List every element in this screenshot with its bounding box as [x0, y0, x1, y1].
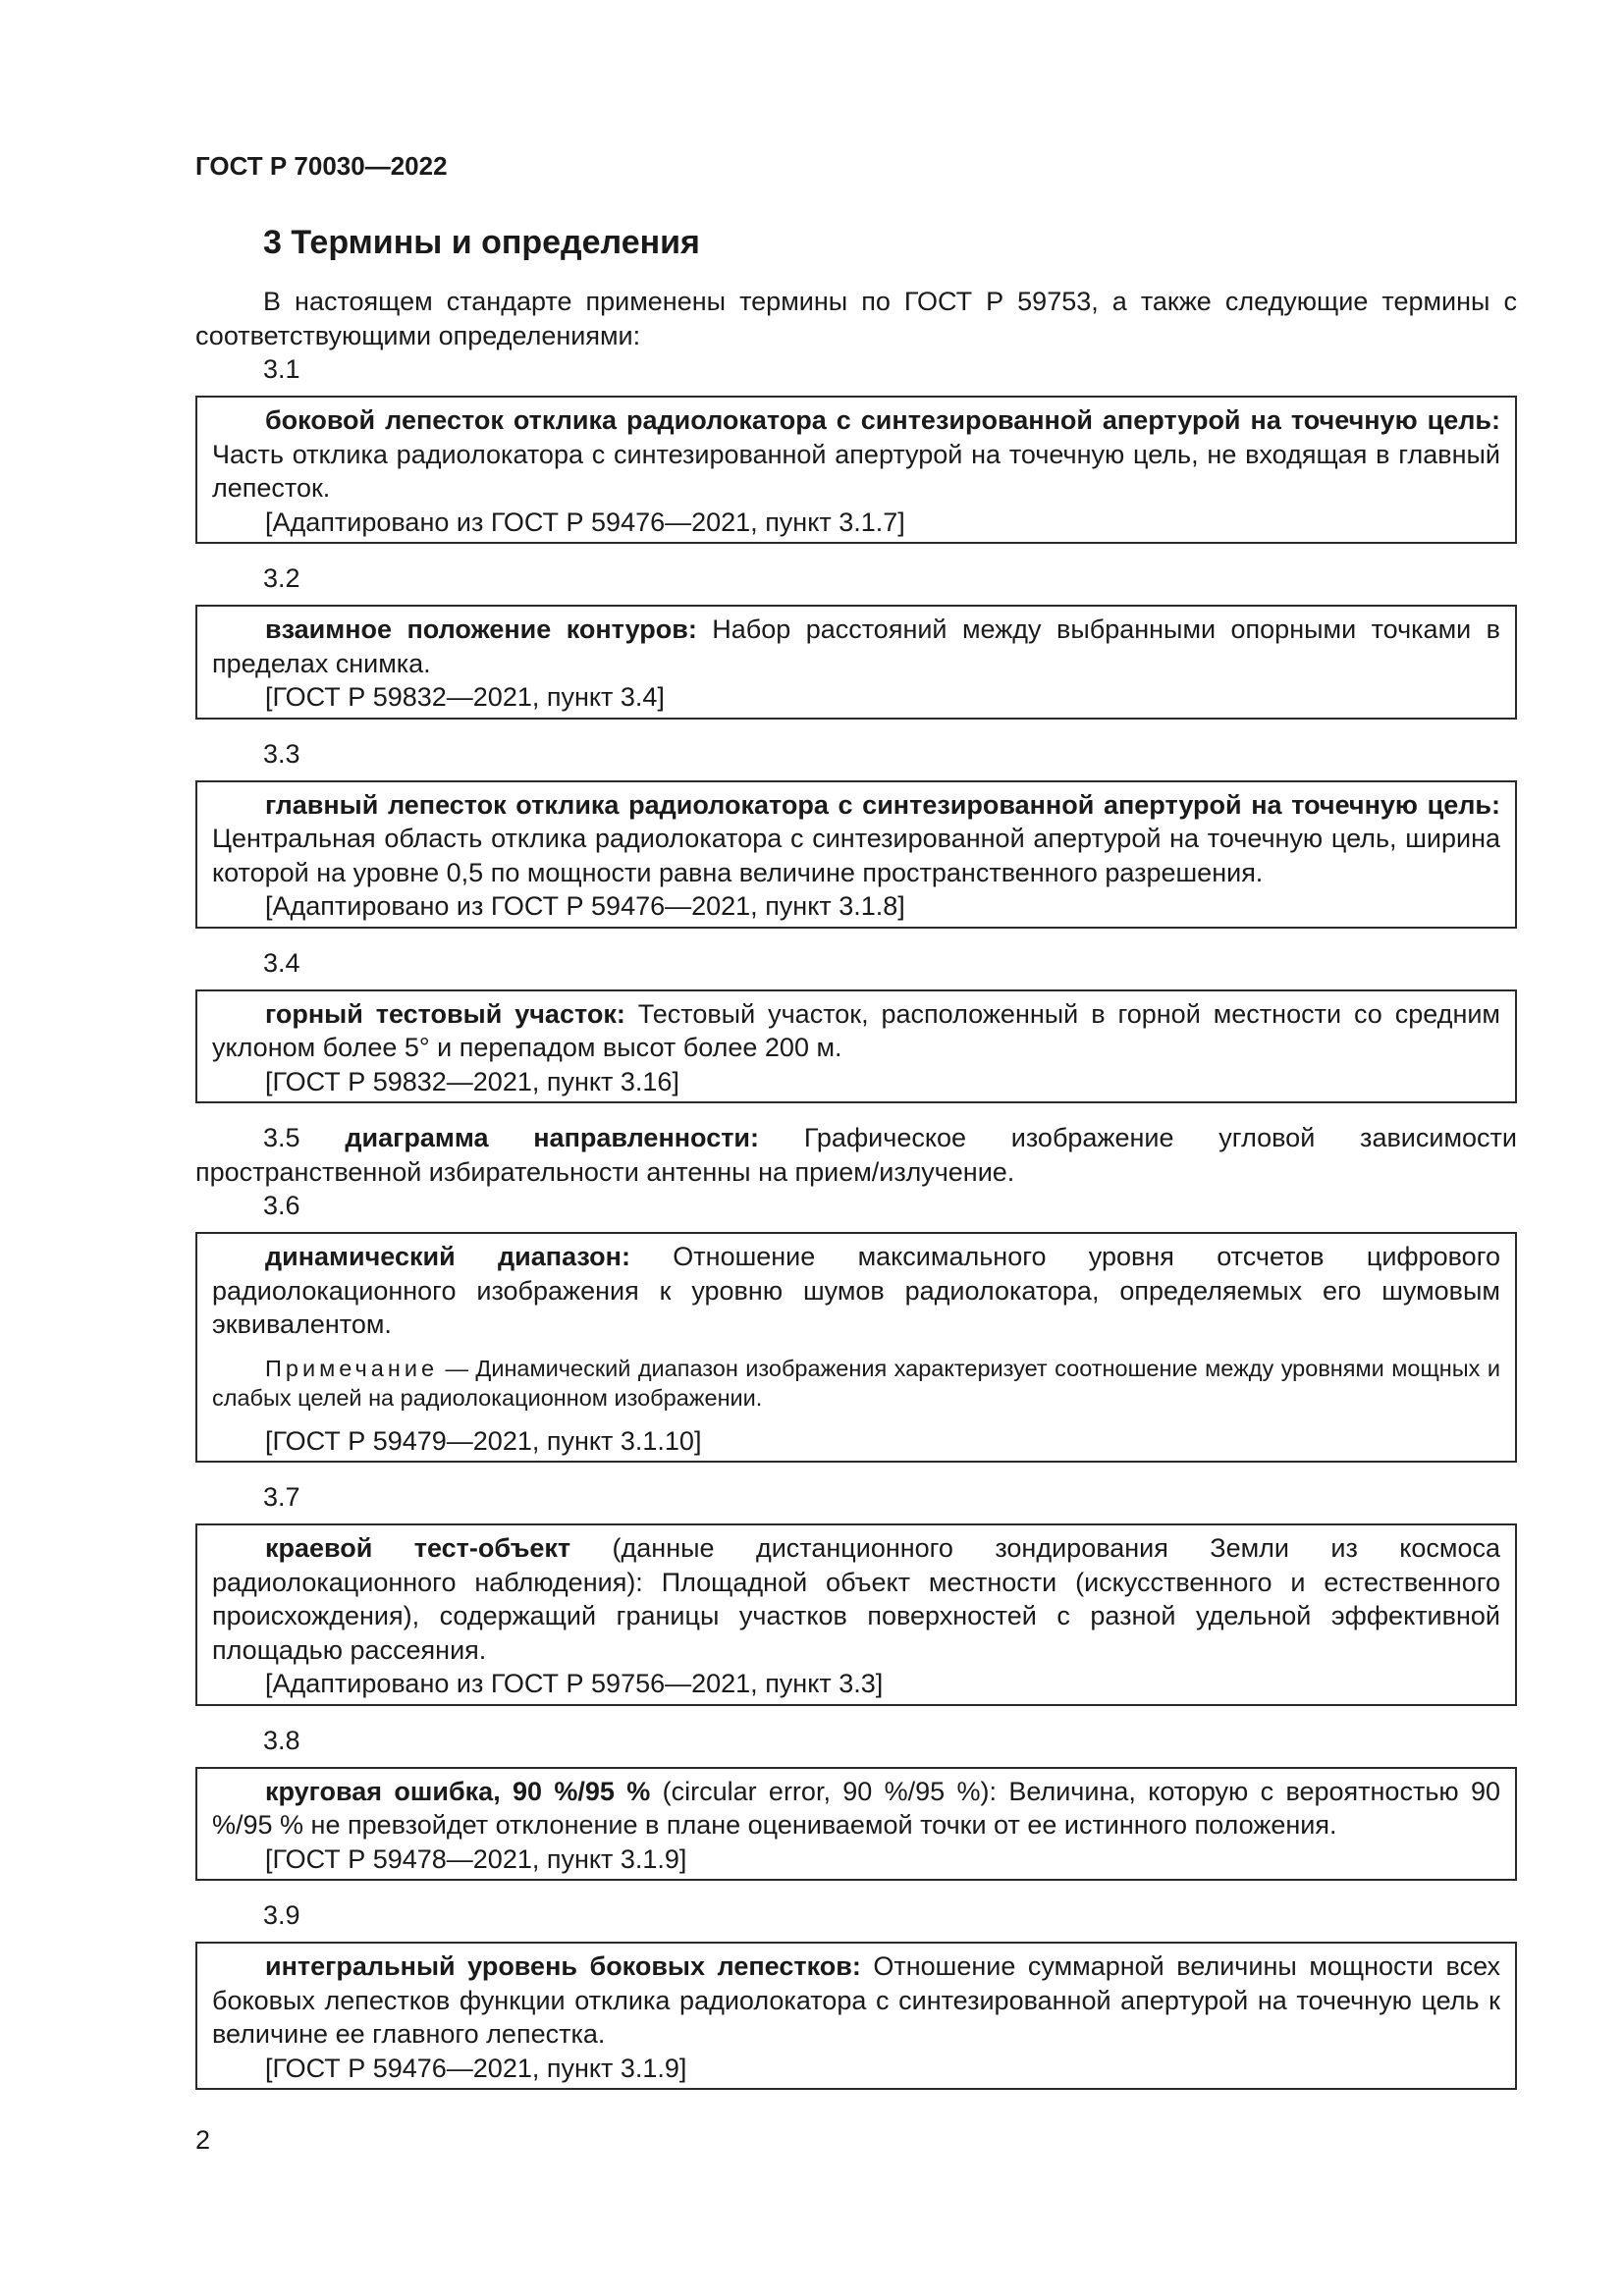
term-number: 3.2: [263, 563, 300, 593]
term-box: [195, 989, 1517, 1104]
term-name: круговая ошибка, 90 %/95 %: [265, 1776, 651, 1806]
note-text: — Динамический диапазон изображения характеризует соотношение между уровнями мощных и слабых целей на радиолокационном изображении.: [212, 1355, 1500, 1411]
term-name: горный тестовый участок:: [265, 998, 625, 1029]
section-title: 3 Термины и определения: [263, 224, 700, 261]
term-text: Отношение суммарной величины мощности всех боковых лепестков функции отклика радиолокатора с синтезированной апертурой на точечную цель к величине ее главного лепестка.: [212, 1951, 1500, 2049]
term-source: [ГОСТ Р 59476—2021, пункт 3.1.9]: [265, 2053, 687, 2083]
term-number: 3.7: [263, 1482, 300, 1512]
term-name: боковой лепесток отклика радиолокатора с синтезированной апертурой на точечную цель:: [265, 405, 1500, 435]
term-text: Центральная область отклика радиолокатора с синтезированной апертурой на точечную цель, ширина которой на уровне 0,5 по мощности равна величине пространственного разрешения.: [212, 824, 1500, 887]
term-definition: [212, 613, 1500, 680]
term-text: Тестовый участок, расположенный в горной местности со средним уклоном более 5° и перепадом высот более 200 м.: [212, 998, 1500, 1062]
term-box: [195, 1942, 1517, 2090]
term-number: 3.9: [263, 1900, 300, 1930]
term-text: Отношение максимального уровня отсчетов цифрового радиолокационного изображения к уровню шумов радиолокатора, определяемых его шумовым эквивалентом.: [212, 1242, 1500, 1339]
term-name: диаграмма направленности:: [345, 1123, 760, 1152]
term-note: [212, 1354, 1500, 1413]
term-definition: [212, 1775, 1500, 1842]
term-name: динамический диапазон:: [265, 1242, 630, 1271]
term-source: [ГОСТ Р 59478—2021, пункт 3.1.9]: [265, 1843, 687, 1874]
term-box: [195, 605, 1517, 720]
term-name: взаимное положение контуров:: [265, 614, 697, 644]
term-definition: [212, 1240, 1500, 1342]
term-number: 3.3: [263, 738, 300, 769]
term-inline: [195, 1121, 1517, 1189]
term-number: 3.4: [263, 947, 300, 978]
term-name: краевой тест-объект: [265, 1533, 571, 1563]
term-number: 3.6: [263, 1191, 300, 1220]
term-definition: [212, 1949, 1500, 2052]
term-text: Набор расстояний между выбранными опорными точками в пределах снимка.: [212, 614, 1500, 678]
term-text: (circular error, 90 %/95 %): Величина, которую с вероятностью 90 %/95 % не превзойдет отклонение в плане оцениваемой точки от ее истинного положения.: [212, 1776, 1500, 1840]
document-body: [195, 285, 1517, 2108]
term-box: [195, 780, 1517, 929]
term-source: [ГОСТ Р 59832—2021, пункт 3.4]: [265, 682, 665, 712]
term-source: [Адаптировано из ГОСТ Р 59476—2021, пункт 3.1.8]: [265, 891, 905, 921]
term-text: Часть отклика радиолокатора с синтезированной апертурой на точечную цель, не входящая в главный лепесток.: [212, 439, 1500, 503]
term-name: главный лепесток отклика радиолокатора с синтезированной апертурой на точечную цель:: [265, 789, 1500, 820]
term-source: [Адаптировано из ГОСТ Р 59476—2021, пункт 3.1.7]: [265, 507, 905, 537]
document-header: ГОСТ Р 70030—2022: [195, 151, 448, 181]
term-box: [195, 1523, 1517, 1706]
term-number: 3.5: [263, 1123, 300, 1152]
term-box: [195, 1767, 1517, 1882]
note-label: Примечание: [265, 1355, 439, 1381]
term-definition: [212, 997, 1500, 1065]
term-text: Графическое изображение угловой зависимости пространственной избирательности антенны на прием/излучение.: [195, 1123, 1517, 1187]
term-box: [195, 1232, 1517, 1463]
term-text: (данные дистанционного зондирования Земли из космоса радиолокационного наблюдения): Площадной объект местности (искусственного и естественного происхождения), содержащий границы участков поверхностей с разной удельной эффективной площадью рассеяния.: [212, 1533, 1500, 1665]
term-number: 3.8: [263, 1725, 300, 1755]
term-number: 3.1: [263, 354, 300, 384]
term-source: [Адаптировано из ГОСТ Р 59756—2021, пункт 3.3]: [265, 1669, 884, 1698]
term-definition: [212, 403, 1500, 506]
page-number: 2: [195, 2125, 211, 2155]
term-definition: [212, 788, 1500, 890]
intro-paragraph: В настоящем стандарте применены термины по ГОСТ Р 59753, а также следующие термины с соответствующими определениями:: [195, 287, 1517, 350]
term-name: интегральный уровень боковых лепестков:: [265, 1951, 861, 1981]
term-source: [ГОСТ Р 59832—2021, пункт 3.16]: [265, 1066, 679, 1096]
term-box: [195, 396, 1517, 544]
term-definition: [212, 1531, 1500, 1667]
term-source: [ГОСТ Р 59479—2021, пункт 3.1.10]: [265, 1425, 702, 1456]
